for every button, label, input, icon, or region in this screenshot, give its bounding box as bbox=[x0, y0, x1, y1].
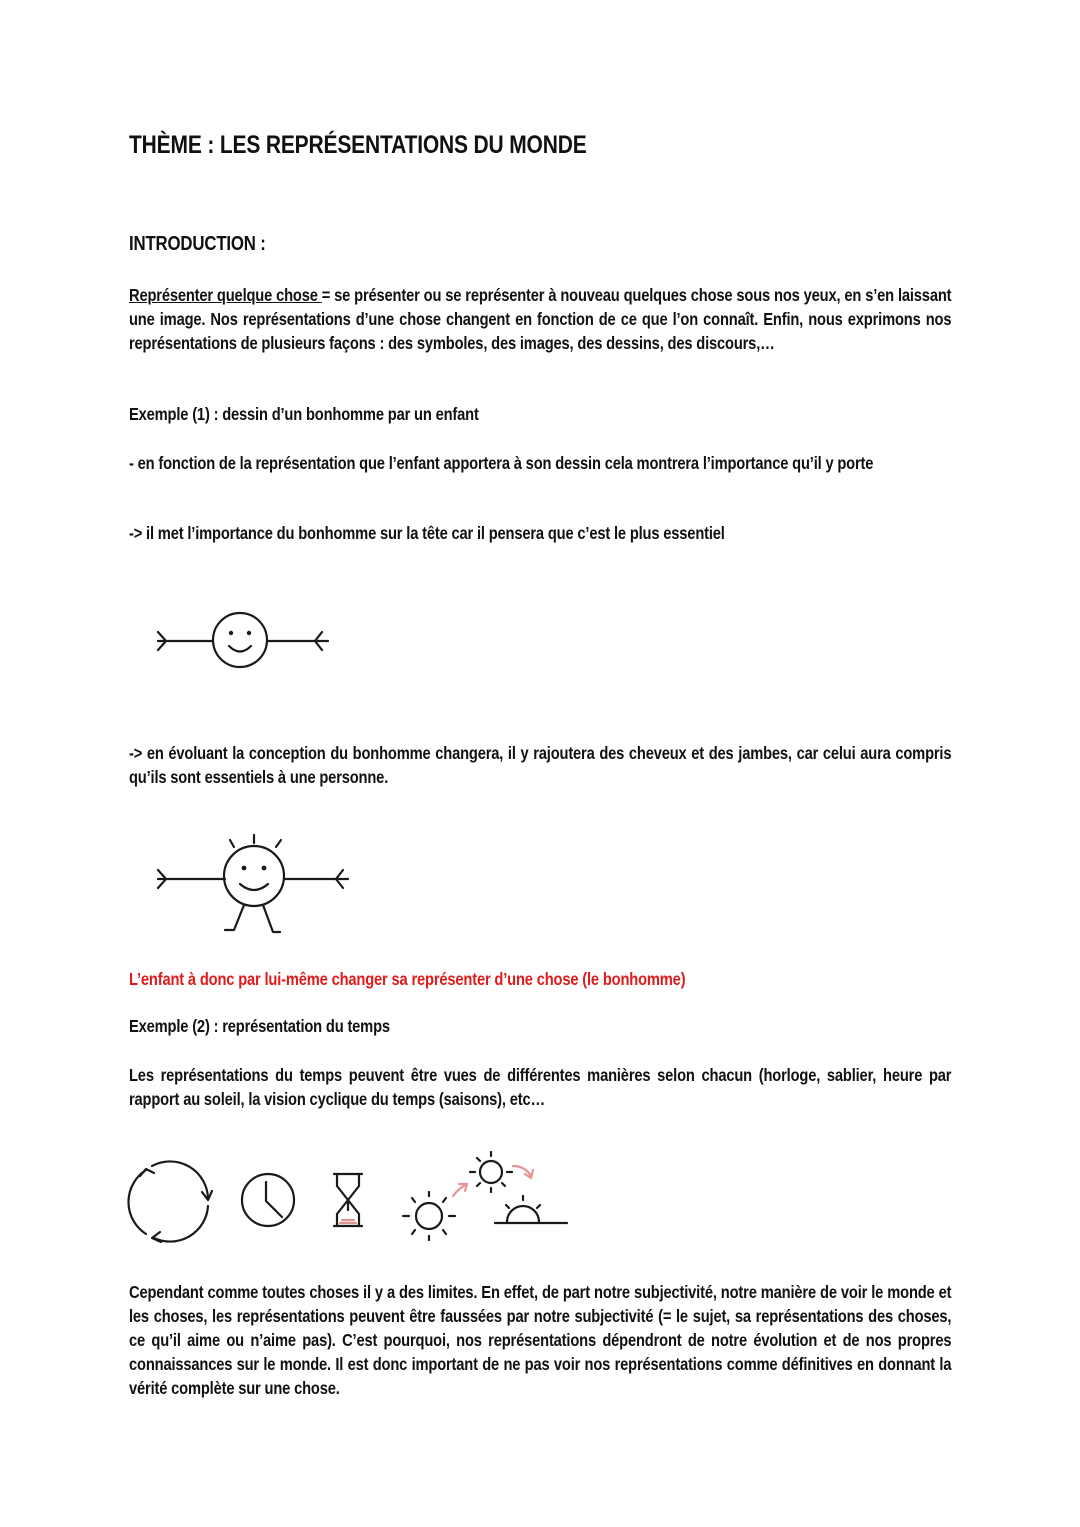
hourglass-icon bbox=[328, 1170, 368, 1230]
stick-figure-simple-icon bbox=[150, 608, 340, 670]
example1-point1: - en fonction de la représentation que l’enfant apportera à son dessin cela montrera l’importance qu’il y porte bbox=[129, 453, 874, 473]
definition-paragraph bbox=[129, 283, 951, 355]
document-title: THÈME : LES REPRÉSENTATIONS DU MONDE bbox=[129, 131, 587, 159]
clock-icon bbox=[238, 1170, 298, 1230]
intro-heading: INTRODUCTION : bbox=[129, 233, 266, 255]
example2-title: Exemple (2) : représentation du temps bbox=[129, 1016, 390, 1036]
cycle-arrows-icon bbox=[128, 1158, 214, 1244]
definition-term: Représenter quelque chose bbox=[129, 285, 322, 305]
example1-point3: -> en évoluant la conception du bonhomme changera, il y rajoutera des cheveux et des jambes, car celui aura compris qu’ils sont essentiels à une personne. bbox=[129, 743, 952, 787]
example1-title: Exemple (1) : dessin d’un bonhomme par un enfant bbox=[129, 404, 479, 424]
sun-path-icon bbox=[385, 1150, 575, 1246]
closing-paragraph: Cependant comme toutes choses il y a des limites. En effet, de part notre subjectivité, notre manière de voir le monde et les choses, les représentations peuvent être faussées par notre subjectivité (= le sujet, sa représentations des choses, ce qu’il aime ou n’aime pas). C’est pourquoi, nos représentations dépendront de notre évolution et de nos propres connaissances sur le monde. Il est donc important de ne pas voir nos représentations comme définitives en donnant la vérité complète sur une chose. bbox=[129, 1282, 952, 1398]
example1-conclusion: L’enfant à donc par lui-même changer sa représenter d’une chose (le bonhomme) bbox=[129, 969, 686, 989]
example2-text: Les représentations du temps peuvent être vues de différentes manières selon chacun (horloge, sablier, heure par rapport au soleil, la vision cyclique du temps (saisons), etc… bbox=[129, 1065, 952, 1109]
stick-figure-evolved-icon bbox=[150, 832, 360, 944]
definition-text: = se présenter ou se représenter à nouveau quelques chose sous nos yeux, en s’en laissant une image. Nos représentations d’une chose changent en fonction de ce que l’on connaît. Enfin, nous exprimons nos représentations de plusieurs façons : des symboles, des images, des dessins, des discours,… bbox=[129, 285, 952, 353]
example1-point2: -> il met l’importance du bonhomme sur la tête car il pensera que c’est le plus essentiel bbox=[129, 523, 725, 543]
